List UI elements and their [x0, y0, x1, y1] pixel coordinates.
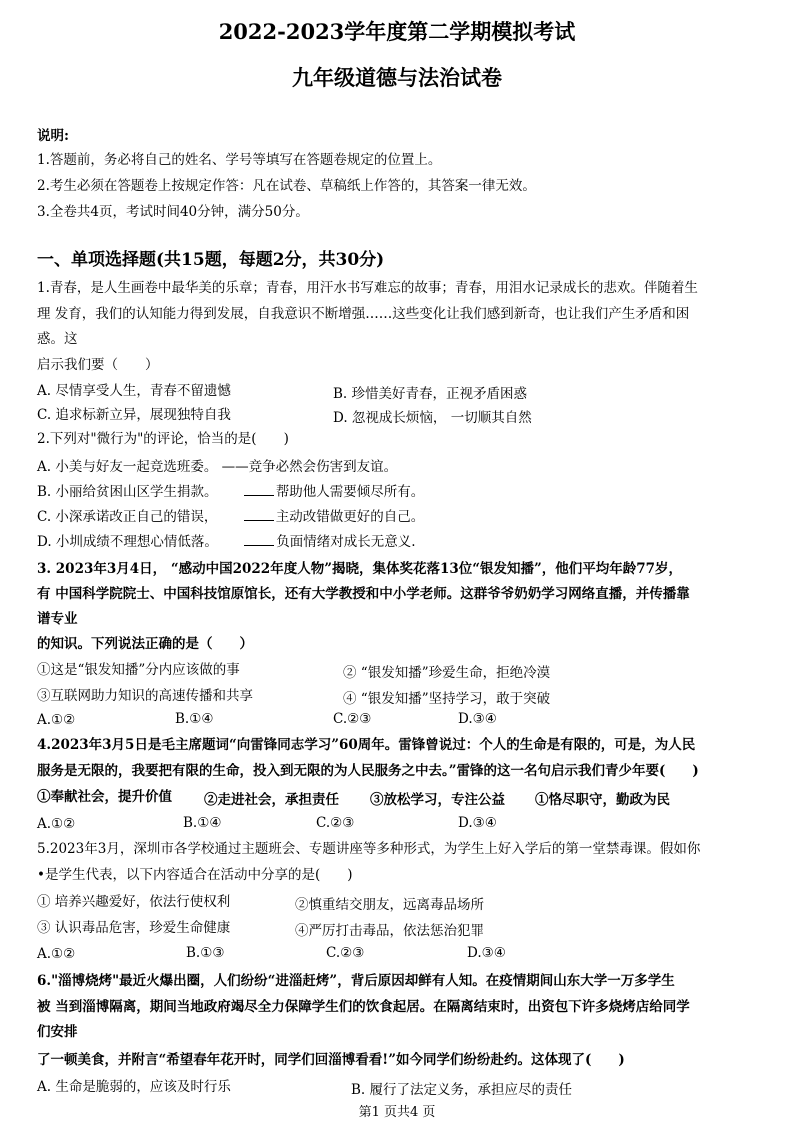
note-item: 1.答题前，务必将自己的姓名、学号等填写在答题卷规定的位置上。: [37, 152, 442, 168]
question-1-stem: 1.青春，是人生画卷中最华美的乐章；青春，用汗水书写难忘的故事；青春，用泪水记录成长的悲欢。伴随着生: [37, 280, 698, 296]
question-6-stem: 们安排: [37, 1024, 78, 1040]
question-4-choice: C.②③: [316, 815, 355, 831]
question-5-statement-3: ③ 认识毒品危害，珍爱生命健康: [37, 920, 231, 936]
question-6-stem: 6."淄博烧烤"最近火爆出圈，人们纷纷“进淄赶烤”，背后原因却鲜有人知。在疫情期间山东大学一万多学生: [37, 973, 675, 989]
question-2-option-c: [37, 508, 424, 526]
note-item: 3.全卷共4页，考试时间40分钟，满分50分。: [37, 204, 309, 220]
question-5-choice: D.③④: [467, 945, 506, 961]
question-3-choice: B.①④: [175, 711, 214, 727]
question-5-statement-1: ① 培养兴趣爱好，依法行使权利: [37, 894, 231, 910]
question-1-stem: 惑。这: [37, 331, 78, 347]
question-4-stem: 4.2023年3月5日是毛主席题词“向雷锋同志学习”60周年。雷锋曾说过：个人的生命是有限的，可是，为人民: [37, 737, 696, 753]
question-3-stem: 有 中国科学院院士、中国科技馆原馆长，还有大学教授和中小学老师。这群爷爷奶奶学习网络直播，并传播靠: [37, 586, 690, 602]
option-text: D. 小圳成绩不理想心情低落。: [37, 534, 218, 550]
question-3-statement-4: ④ “银发知播”坚持学习，敢于突破: [343, 691, 551, 707]
question-4-stem: 服务是无限的，我要把有限的生命，投入到无限的为人民服务之中去。”雷锋的这一名句启示我们青少年要( ): [37, 763, 699, 779]
question-4-choice: D.③④: [458, 815, 497, 831]
question-6-option-b: B. 履行了法定义务，承担应尽的责任: [351, 1082, 573, 1098]
question-2-option-d: [37, 533, 416, 551]
exam-title: 2022-2023学年度第二学期模拟考试: [218, 19, 576, 44]
question-1-stem: 理 发育，我们的认知能力得到发展，自我意识不断增强……这些变化让我们感到新奇，也让我们产生矛盾和困: [37, 306, 690, 322]
question-6-stem: 了一顿美食，并附言“希望春年花开时，同学们回淄博看看!”如今同学们纷纷赴约。这体现了( ): [37, 1052, 625, 1068]
question-4-statement-2: ②走进社会，承担责任: [204, 792, 339, 808]
question-3-choice: A.①②: [37, 712, 76, 728]
question-3-statement-2: ② “银发知播”珍爱生命，拒绝冷漠: [343, 665, 551, 681]
question-3-statement-3: ③互联网助力知识的高速传播和共享: [37, 688, 253, 704]
question-5-stem: 5.2023年3月，深圳市各学校通过主题班会、专题讲座等多种形式，为学生上好入学后的第一堂禁毒课。假如你: [37, 841, 701, 857]
question-3-choice: C.②③: [333, 711, 372, 727]
question-2-option-b: [37, 483, 424, 501]
question-5-choice: C.②③: [326, 945, 365, 961]
question-1-option-c: C. 追求标新立异，展现独特自我: [37, 407, 231, 423]
option-comment: 负面情绪对成长无意义.: [276, 534, 416, 550]
question-6-option-a: A. 生命是脆弱的，应该及时行乐: [37, 1079, 231, 1095]
question-3-statement-1: ①这是“银发知播”分内应该做的事: [37, 662, 240, 678]
question-5-choice: B.①③: [186, 945, 225, 961]
notes-heading: 说明:: [37, 128, 69, 144]
option-comment: 主动改错做更好的自己。: [275, 509, 425, 525]
question-4-statement-3: ③放松学习，专注公益: [370, 792, 505, 808]
question-6-stem: 被 当到淄博隔离，期间当地政府竭尽全力保障学生们的饮食起居。在隔离结束时，出资包下许多烧烤店给同学: [37, 999, 690, 1015]
question-3-stem: 的知识。下列说法正确的是（ ）: [37, 636, 253, 652]
question-4-choice: B.①④: [183, 815, 222, 831]
question-1-stem: 启示我们要（ ）: [37, 357, 159, 373]
option-text: B. 小丽给贫困山区学生捐款。: [37, 484, 218, 500]
page-number: 第1 页共4 页: [358, 1105, 436, 1120]
answer-blank: [244, 483, 274, 496]
question-5-statement-2: ②慎重结交朋友，远离毒品场所: [295, 897, 484, 913]
question-5-choice: A.①②: [37, 946, 76, 962]
answer-blank: [244, 533, 274, 546]
option-text: C. 小深承诺改正自己的错误，: [37, 509, 218, 525]
question-1-option-d: D. 忽视成长烦恼， 一切顺其自然: [333, 410, 532, 426]
question-3-stem: 谱专业: [37, 611, 78, 627]
question-1-option-a: A. 尽情享受人生，青春不留遗憾: [37, 383, 231, 399]
question-4-statement-1: ①奉献社会，提升价值: [37, 789, 172, 805]
note-item: 2.考生必须在答题卷上按规定作答：凡在试卷、草稿纸上作答的，其答案一律无效。: [37, 178, 536, 194]
question-1-option-b: B. 珍惜美好青春，正视矛盾困惑: [333, 386, 528, 402]
question-5-stem: •是学生代表，以下内容适合在活动中分享的是( ): [37, 867, 353, 883]
question-3-choice: D.③④: [458, 711, 497, 727]
option-comment: 帮助他人需要倾尽所有。: [275, 484, 425, 500]
question-2-stem: 2.下列对"微行为"的评论，恰当的是( ): [37, 431, 289, 447]
section-heading: 一、单项选择题(共15题，每题2分，共30分): [37, 250, 385, 270]
question-4-statement-4: ①恪尽职守，勤政为民: [535, 792, 670, 808]
question-4-choice: A.①②: [37, 816, 76, 832]
answer-blank: [244, 508, 274, 521]
question-3-stem: 3. 2023年3月4日， “感动中国2022年度人物”揭晓，集体奖花落13位“银发知播”，他们平均年龄77岁，: [37, 561, 683, 577]
exam-subtitle: 九年级道德与法治试卷: [292, 65, 502, 90]
question-5-statement-4: ④严厉打击毒品，依法惩治犯罪: [295, 923, 484, 939]
question-2-option-a: A. 小美与好友一起竞选班委。 ——竞争必然会伤害到友谊。: [37, 459, 398, 475]
